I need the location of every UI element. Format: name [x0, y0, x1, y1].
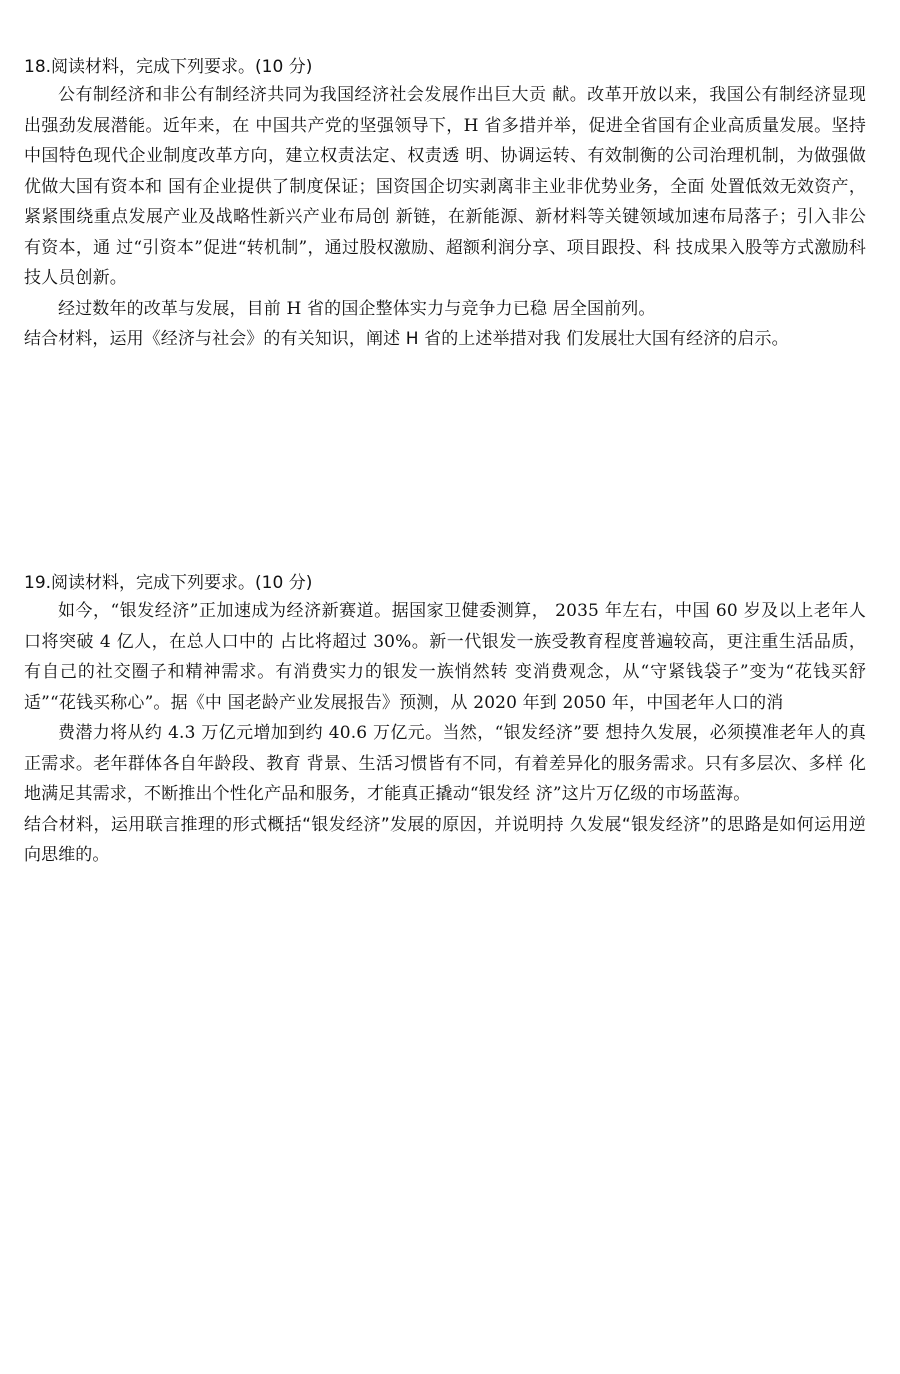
question-19-answer-space[interactable] [24, 880, 866, 1350]
question-19-heading: 19.阅读材料，完成下列要求。(10 分) [24, 573, 313, 593]
question-18-answer-space[interactable] [24, 330, 866, 555]
question-18 [24, 54, 866, 354]
question-19-material-paragraph-2: 费潜力将从约 4.3 万亿元增加到约 40.6 万亿元。当然，“银发经济”要 想持久发展，必须摸准老年人的真正需求。老年群体各自年龄段、教育 背景、生活习惯皆有不同，有着差异化的服务需求。只有多层次、多样 化地满足其需求，不断推出个性化产品和服务，才能真正撬动“银发经 济”这片万亿级的市场蓝海。 [24, 723, 866, 804]
question-19-material-paragraph-1: 如今，“银发经济”正加速成为经济新赛道。据国家卫健委测算， 2035 年左右，中国 60 岁及以上老年人口将突破 4 亿人，在总人口中的 占比将超过 30%。新一代银发一族受教育程度普遍较高，更注重生活品质，有自己的社交圈子和精神需求。有消费实力的银发一族悄然转 变消费观念，从“守紧钱袋子”变为“花钱买舒适”“花钱买称心”。据《中 国老龄产业发展报告》预测，从 2020 年到 2050 年，中国老年人口的消 [24, 601, 866, 713]
question-19-task: 结合材料，运用联言推理的形式概括“银发经济”发展的原因，并说明持 久发展“银发经济”的思路是如何运用逆向思维的。 [24, 814, 866, 865]
question-18-heading: 18.阅读材料，完成下列要求。(10 分) [24, 57, 313, 77]
question-18-material-paragraph-1: 公有制经济和非公有制经济共同为我国经济社会发展作出巨大贡 献。改革开放以来，我国公有制经济显现出强劲发展潜能。近年来，在 中国共产党的坚强领导下，H 省多措并举，促进全省国有企业高质量发展。坚持中国特色现代企业制度改革方向，建立权责法定、权责透 明、协调运转、有效制衡的公司治理机制，为做强做优做大国有资本和 国有企业提供了制度保证；国资国企切实剥离非主业非优势业务，全面 处置低效无效资产，紧紧围绕重点发展产业及战略性新兴产业布局创 新链，在新能源、新材料等关键领域加速布局落子；引入非公有资本，通 过“引资本”促进“转机制”，通过股权激励、超额利润分享、项目跟投、科 技成果入股等方式激励科技人员创新。 [24, 85, 866, 288]
question-18-material-paragraph-2: 经过数年的改革与发展，目前 H 省的国企整体实力与竞争力已稳 居全国前列。 [58, 298, 656, 319]
question-19 [24, 570, 866, 870]
question-18-task: 结合材料，运用《经济与社会》的有关知识，阐述 H 省的上述举措对我 们发展壮大国有经济的启示。 [24, 329, 789, 349]
